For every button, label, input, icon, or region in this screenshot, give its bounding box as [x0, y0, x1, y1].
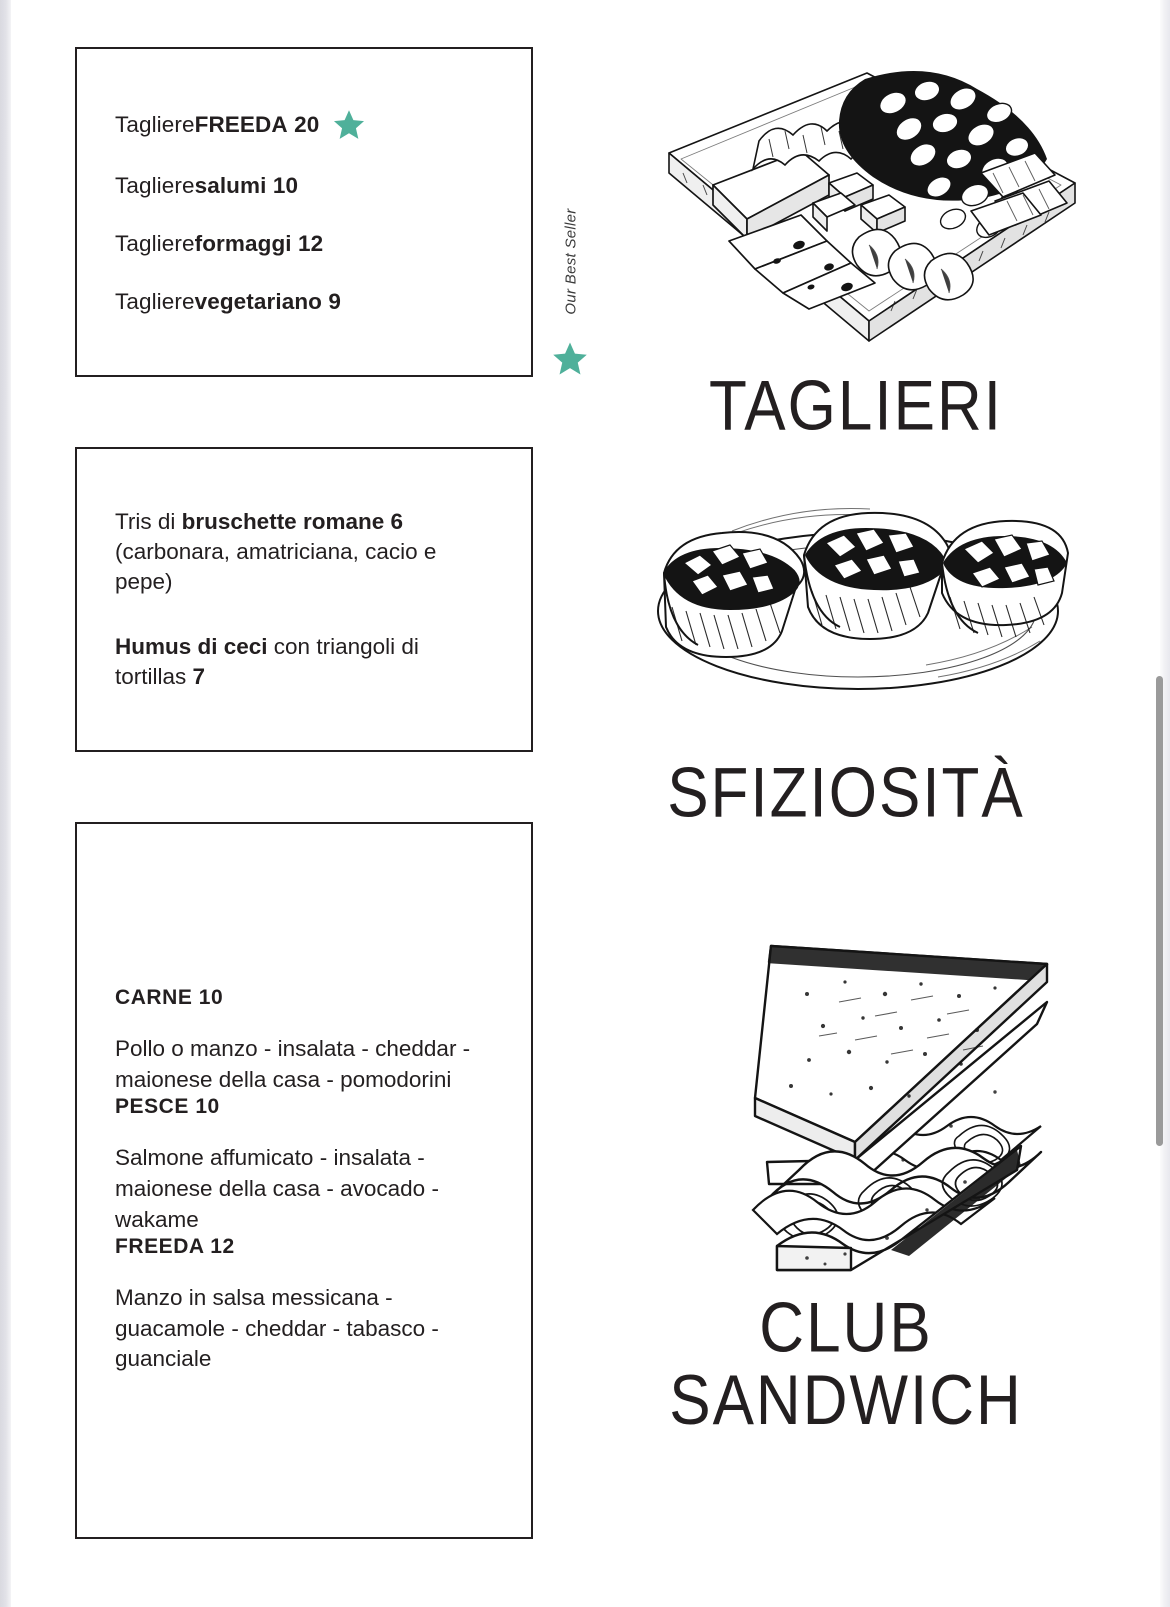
club-sandwich-list — [77, 824, 531, 1537]
dish-name: salumi — [194, 172, 267, 198]
menu-item[interactable] — [115, 986, 493, 1095]
title-text: SFIZIOSITÀ — [667, 753, 1025, 833]
scrollbar-thumb[interactable] — [1156, 676, 1163, 1146]
section-title-taglieri — [621, 366, 1091, 446]
title-text: TAGLIERI — [709, 366, 1003, 446]
dish-ingredients: Manzo in salsa messicana - guacamole - cheddar - tabasco - guanciale — [115, 1285, 439, 1372]
best-seller-badge — [557, 186, 585, 336]
dish-heading: PESCE 10 — [115, 1095, 220, 1119]
dish-prefix: Tagliere — [115, 111, 195, 137]
menu-item[interactable] — [115, 1095, 493, 1235]
dish-name: Humus di ceci — [115, 633, 268, 659]
dish-heading: FREEDA 12 — [115, 1235, 235, 1259]
menu-item[interactable] — [115, 288, 493, 316]
dish-detail: con triangoli di tortillas — [115, 633, 419, 689]
menu-item[interactable] — [115, 507, 493, 597]
dish-ingredients: Salmone affumicato - insalata - maionese della casa - avocado - wakame — [115, 1145, 439, 1232]
menu-item[interactable] — [115, 632, 493, 692]
title-text-line2: SANDWICH — [669, 1362, 1023, 1441]
dish-ingredients: Pollo o manzo - insalata - cheddar - maionese della casa - pomodorini — [115, 1036, 471, 1092]
star-icon — [551, 340, 589, 383]
dish-name: vegetariano — [194, 289, 323, 315]
best-seller-label: Our Best Seller — [562, 207, 580, 315]
menu-item[interactable] — [115, 230, 493, 258]
dish-detail: (carbonara, amatriciana, cacio e pepe) — [115, 539, 437, 595]
section-title-sfiziosita — [611, 753, 1081, 833]
section-title-club-sandwich — [611, 1288, 1081, 1441]
dish-price: 7 — [192, 663, 206, 689]
dish-price: 9 — [328, 289, 341, 315]
dish-prefix: Tagliere — [115, 230, 195, 256]
menu-page — [11, 0, 1160, 1607]
dish-prefix: Tagliere — [115, 172, 195, 198]
club-sandwich-illustration — [659, 898, 1059, 1273]
viewer-left-gutter — [0, 0, 11, 1607]
menu-item[interactable] — [115, 108, 493, 142]
scrollbar-track[interactable] — [1159, 0, 1167, 1607]
dish-name: formaggi — [194, 230, 292, 256]
wraps-plate-illustration — [646, 485, 1071, 700]
taglieri-list — [77, 49, 531, 375]
charcuterie-board-illustration — [651, 55, 1091, 365]
dish-heading: CARNE 10 — [115, 986, 224, 1010]
dish-name: bruschette romane 6 — [181, 509, 403, 535]
dish-price: 20 — [294, 111, 320, 137]
menu-item[interactable] — [115, 1235, 493, 1375]
star-icon — [332, 108, 366, 142]
sfiziosita-list — [77, 449, 531, 750]
menu-box-sfiziosita — [75, 447, 533, 752]
dish-price: 12 — [298, 230, 324, 256]
dish-name: FREEDA — [194, 111, 288, 137]
dish-prefix: Tagliere — [115, 289, 195, 315]
menu-item[interactable] — [115, 172, 493, 200]
dish-lead: Tris di — [115, 509, 182, 535]
menu-box-taglieri — [75, 47, 533, 377]
dish-price: 10 — [272, 172, 299, 198]
menu-box-club-sandwich — [75, 822, 533, 1539]
title-text-line1: CLUB — [759, 1288, 933, 1368]
